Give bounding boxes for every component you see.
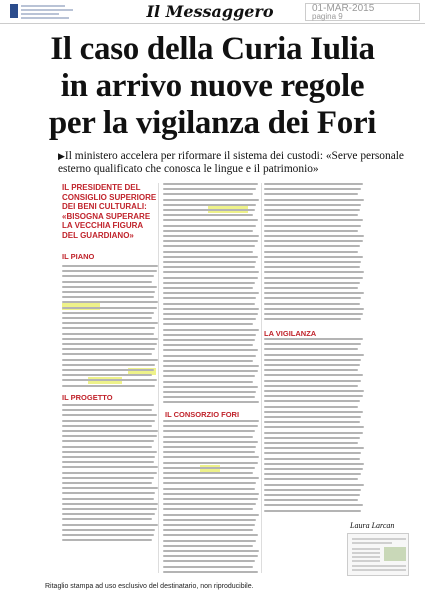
body-text-line — [264, 318, 361, 320]
body-text-line — [264, 473, 361, 475]
body-text-line — [62, 482, 152, 484]
body-text-line — [264, 478, 358, 480]
body-text-line — [163, 365, 259, 367]
body-text-line — [163, 540, 256, 542]
body-text-line — [62, 440, 154, 442]
body-text-line — [264, 484, 364, 486]
body-text-line — [264, 468, 363, 470]
kicker-box: IL PRESIDENTE DEL CONSIGLIO SUPERIORE DEI BENI CULTURALI: «BISOGNA SUPERARE LA VECCHIA FIGURA DEL GUARDIANO» — [62, 183, 157, 240]
body-text-line — [163, 477, 259, 479]
body-text-line — [264, 348, 358, 350]
body-text-line — [62, 518, 152, 520]
body-text-line — [163, 235, 259, 237]
body-text-line — [264, 426, 364, 428]
body-text-line — [163, 524, 255, 526]
body-text-line — [62, 353, 152, 355]
body-text-line — [163, 193, 253, 195]
body-text-line — [163, 519, 256, 521]
body-text-line — [62, 404, 154, 406]
body-text-line — [163, 503, 256, 505]
body-text-line — [163, 545, 253, 547]
body-text-line — [264, 400, 360, 402]
body-text-line — [163, 451, 255, 453]
body-text-line — [163, 308, 259, 310]
body-text-line — [163, 251, 253, 253]
body-text-line — [163, 482, 256, 484]
body-text-line — [62, 275, 154, 277]
body-text-line — [163, 446, 256, 448]
body-text-line — [264, 266, 360, 268]
body-text-line — [264, 292, 364, 294]
body-text-line — [62, 524, 158, 526]
body-text-line — [163, 349, 258, 351]
body-text-line — [264, 385, 358, 387]
body-text-line — [163, 339, 255, 341]
body-text-line — [62, 291, 155, 293]
body-text-line — [163, 420, 259, 422]
column-divider — [158, 183, 159, 573]
body-text-line — [62, 385, 155, 387]
body-text-line — [163, 204, 256, 206]
body-text-line — [163, 571, 258, 573]
body-text-line — [62, 534, 154, 536]
body-text-line — [163, 188, 256, 190]
body-text-line — [163, 313, 258, 315]
body-text-line — [264, 287, 358, 289]
masthead: Il Messaggero — [146, 2, 274, 21]
body-text-line — [264, 235, 364, 237]
body-text-line — [62, 472, 157, 474]
body-text-line — [62, 307, 157, 309]
subheadline-text: Il ministero accelera per riformare il sistema dei custodi: «Serve personale esterno qualificato che conosca le lingue e il patrimonio» — [58, 150, 404, 175]
body-text-line — [264, 411, 363, 413]
body-text-line — [62, 359, 158, 361]
body-text-line — [264, 510, 361, 512]
body-text-line — [163, 297, 256, 299]
section-heading-consorzio: IL CONSORZIO FORI — [165, 410, 240, 419]
body-text-line — [163, 529, 253, 531]
body-text-line — [163, 334, 256, 336]
body-text-line — [163, 329, 259, 331]
header-divider — [0, 23, 425, 24]
body-text-line — [62, 364, 155, 366]
body-text-line — [62, 312, 154, 314]
body-text-line — [62, 529, 155, 531]
body-text-line — [163, 472, 253, 474]
body-text-line — [62, 492, 155, 494]
body-text-line — [264, 369, 358, 371]
body-text-line — [264, 230, 358, 232]
body-text-line — [264, 209, 360, 211]
body-text-line — [163, 240, 258, 242]
bullet-arrow-icon: ▶ — [58, 151, 65, 161]
body-text-line — [163, 508, 253, 510]
body-text-line — [62, 508, 157, 510]
body-text-line — [264, 261, 361, 263]
body-text-line — [62, 466, 158, 468]
body-text-line — [163, 498, 258, 500]
headline-line-3: per la vigilanza dei Fori — [48, 105, 377, 141]
body-text-line — [62, 338, 158, 340]
body-text-line — [264, 204, 361, 206]
body-text-line — [264, 245, 360, 247]
body-text-line — [62, 414, 157, 416]
body-text-line — [62, 451, 157, 453]
body-text-line — [264, 416, 361, 418]
body-text-line — [163, 287, 253, 289]
body-text-line — [163, 381, 253, 383]
body-text-line — [62, 343, 157, 345]
body-text-line — [264, 214, 358, 216]
body-text-line — [264, 406, 358, 408]
body-text-line — [163, 436, 253, 438]
body-text-line — [264, 251, 358, 253]
body-text-line — [163, 566, 253, 568]
body-text-line — [163, 441, 258, 443]
body-text-line — [264, 374, 363, 376]
body-text-line — [163, 214, 253, 216]
body-text-line — [163, 209, 255, 211]
body-text-line — [264, 343, 361, 345]
body-text-line — [62, 327, 155, 329]
body-text-line — [62, 435, 157, 437]
body-text-line — [62, 420, 155, 422]
section-heading-vigilanza: LA VIGILANZA — [264, 329, 317, 338]
body-text-line — [264, 297, 361, 299]
body-text-line — [264, 199, 364, 201]
body-text-line — [264, 271, 364, 273]
body-text-line — [163, 370, 258, 372]
body-text-line — [62, 281, 152, 283]
body-text-line — [62, 461, 154, 463]
body-text-line — [264, 183, 363, 185]
body-text-line — [163, 183, 258, 185]
publisher-logo-icon — [10, 3, 80, 21]
body-text-line — [62, 503, 158, 505]
body-text-line — [163, 282, 255, 284]
body-text-line — [163, 396, 255, 398]
body-text-line — [62, 322, 158, 324]
body-text-line — [163, 375, 255, 377]
body-text-line — [163, 467, 255, 469]
body-text-line — [163, 534, 258, 536]
date-box — [305, 3, 420, 21]
body-text-line — [163, 271, 259, 273]
footer-note: Ritaglio stampa ad uso esclusivo del destinatario, non riproducibile. — [45, 583, 254, 590]
body-text-line — [264, 458, 360, 460]
body-text-line — [62, 456, 155, 458]
body-text-line — [264, 364, 360, 366]
body-text-line — [163, 266, 255, 268]
body-text-line — [264, 437, 360, 439]
body-text-line — [163, 550, 259, 552]
body-text-line — [264, 442, 358, 444]
body-text-line — [62, 317, 152, 319]
body-text-line — [62, 487, 158, 489]
body-text-line — [163, 318, 256, 320]
body-text-line — [163, 219, 258, 221]
body-text-line — [163, 261, 256, 263]
body-text-line — [163, 360, 253, 362]
body-text-line — [62, 374, 152, 376]
body-text-line — [62, 513, 155, 515]
body-text-line — [264, 494, 360, 496]
body-text-line — [163, 425, 258, 427]
author-byline: Laura Larcan — [350, 521, 395, 530]
body-text-line — [264, 499, 358, 501]
body-text-line — [264, 395, 363, 397]
body-text-line — [163, 277, 258, 279]
column-divider — [261, 183, 262, 573]
body-text-line — [163, 323, 253, 325]
body-text-line — [264, 225, 361, 227]
body-text-line — [264, 219, 363, 221]
body-text-line — [62, 333, 154, 335]
body-text-line — [62, 430, 158, 432]
body-text-line — [264, 240, 363, 242]
issue-date: 01-MAR-2015 — [312, 3, 375, 14]
body-text-line — [62, 348, 155, 350]
headline-line-2: in arrivo nuove regole — [60, 68, 365, 104]
body-text-line — [62, 265, 158, 267]
body-text-line — [264, 282, 360, 284]
body-text-line — [264, 359, 361, 361]
subheadline — [58, 150, 420, 176]
body-text-line — [62, 446, 152, 448]
body-text-line — [264, 303, 360, 305]
section-heading-progetto: IL PROGETTO — [62, 393, 113, 402]
body-text-line — [62, 270, 157, 272]
body-text-line — [163, 245, 255, 247]
body-text-line — [62, 425, 152, 427]
body-text-line — [62, 539, 152, 541]
body-text-line — [163, 462, 258, 464]
body-text-line — [264, 256, 363, 258]
body-text-line — [264, 421, 360, 423]
body-text-line — [163, 225, 256, 227]
body-text-line — [264, 354, 364, 356]
body-text-line — [264, 338, 363, 340]
body-text-line — [163, 560, 255, 562]
body-text-line — [163, 430, 255, 432]
headline-line-1: Il caso della Curia Iulia — [50, 31, 375, 67]
body-text-line — [62, 369, 154, 371]
body-text-line — [163, 456, 259, 458]
body-text-line — [264, 193, 358, 195]
body-text-line — [163, 355, 256, 357]
body-text-line — [264, 390, 364, 392]
body-text-line — [264, 380, 361, 382]
body-text-line — [264, 313, 363, 315]
body-text-line — [163, 514, 259, 516]
body-text-line — [264, 463, 364, 465]
page-reference: pagina 9 — [312, 12, 343, 21]
body-text-line — [163, 344, 253, 346]
body-text-line — [62, 296, 154, 298]
body-text-line — [62, 409, 152, 411]
body-text-line — [264, 504, 363, 506]
body-text-line — [264, 432, 363, 434]
body-text-line — [163, 199, 259, 201]
body-text-line — [264, 452, 361, 454]
body-text-line — [163, 391, 256, 393]
body-text-line — [264, 447, 364, 449]
body-text-line — [264, 277, 363, 279]
body-text-line — [163, 493, 259, 495]
body-text-line — [264, 489, 361, 491]
body-text-line — [62, 498, 154, 500]
body-text-line — [163, 256, 258, 258]
section-heading-piano: IL PIANO — [62, 252, 95, 261]
body-text-line — [264, 308, 364, 310]
body-text-line — [163, 230, 253, 232]
body-text-line — [163, 488, 255, 490]
body-text-line — [163, 386, 258, 388]
body-text-line — [163, 401, 259, 403]
body-text-line — [264, 188, 361, 190]
page-thumbnail — [347, 533, 409, 576]
body-text-line — [163, 555, 258, 557]
body-text-line — [62, 477, 154, 479]
body-text-line — [62, 286, 157, 288]
body-text-line — [163, 303, 255, 305]
body-text-line — [163, 292, 259, 294]
